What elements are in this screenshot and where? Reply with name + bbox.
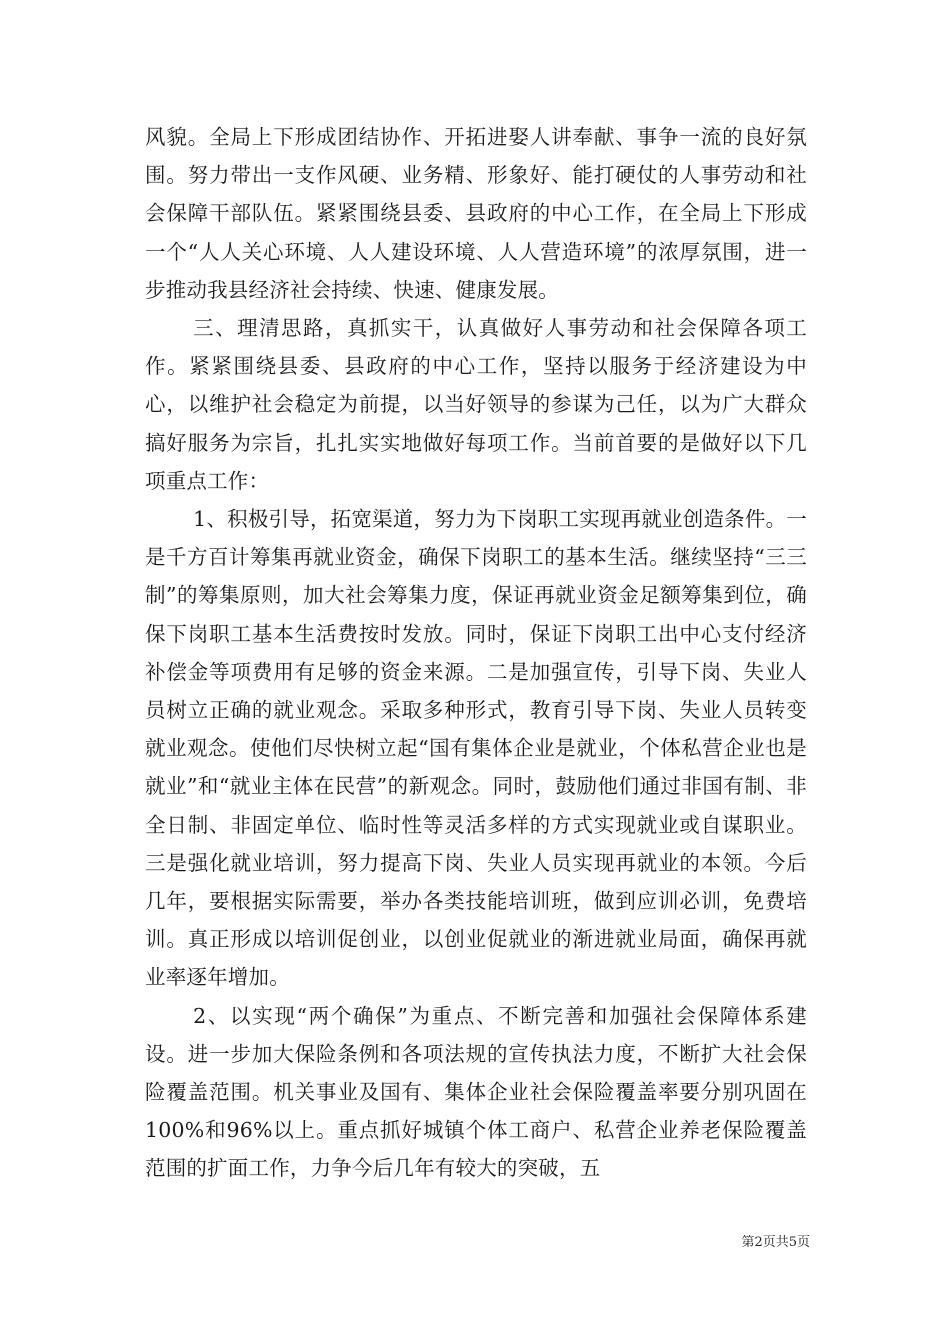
- paragraph-item-two: 2、以实现“两个确保”为重点、不断完善和加强社会保障体系建设。进一步加大保险条例和各项法规的宣传执法力度，不断扩大社会保险覆盖范围。机关事业及国有、集体企业社会保险覆盖率要分别巩固在100%和96%以上。重点抓好城镇个体工商户、私营企业养老保险覆盖范围的扩面工作，力争今后几年有较大的突破，五: [145, 1003, 807, 1181]
- paragraph-section-three: 三、理清思路，真抓实干，认真做好人事劳动和社会保障各项工作。紧紧围绕县委、县政府的中心工作，坚持以服务于经济建设为中心，以维护社会稳定为前提，以当好领导的参谋为己任，以为广大群众搞好服务为宗旨，扎扎实实地做好每项工作。当前首要的是做好以下几项重点工作：: [145, 316, 807, 493]
- page-number: 第2页共5页: [741, 1235, 810, 1250]
- paragraph-continuation: 风貌。全局上下形成团结协作、开拓进娶人讲奉献、事争一流的良好氛围。努力带出一支作风硬、业务精、形象好、能打硬仗的人事劳动和社会保障干部队伍。紧紧围绕县委、县政府的中心工作，在全局上下形成一个“人人关心环境、人人建设环境、人人营造环境”的浓厚氛围，进一步推动我县经济社会持续、快速、健康发展。: [145, 125, 807, 302]
- document-body: [145, 118, 807, 1188]
- paragraph-item-one: 1、积极引导，拓宽渠道，努力为下岗职工实现再就业创造条件。一是千方百计筹集再就业资金，确保下岗职工的基本生活。继续坚持“三三制”的筹集原则，加大社会筹集力度，保证再就业资金足额筹集到位，确保下岗职工基本生活费按时发放。同时，保证下岗职工出中心支付经济补偿金等项费用有足够的资金来源。二是加强宣传，引导下岗、失业人员树立正确的就业观念。采取多种形式，教育引导下岗、失业人员转变就业观念。使他们尽快树立起“国有集体企业是就业，个体私营企业也是就业”和“就业主体在民营”的新观念。同时，鼓励他们通过非国有制、非全日制、非固定单位、临时性等灵活多样的方式实现就业或自谋职业。三是强化就业培训，努力提高下岗、失业人员实现再就业的本领。今后几年，要根据实际需要，举办各类技能培训班，做到应训必训，免费培训。真正形成以培训促创业，以创业促就业的渐进就业局面，确保再就业率逐年增加。: [145, 507, 807, 990]
